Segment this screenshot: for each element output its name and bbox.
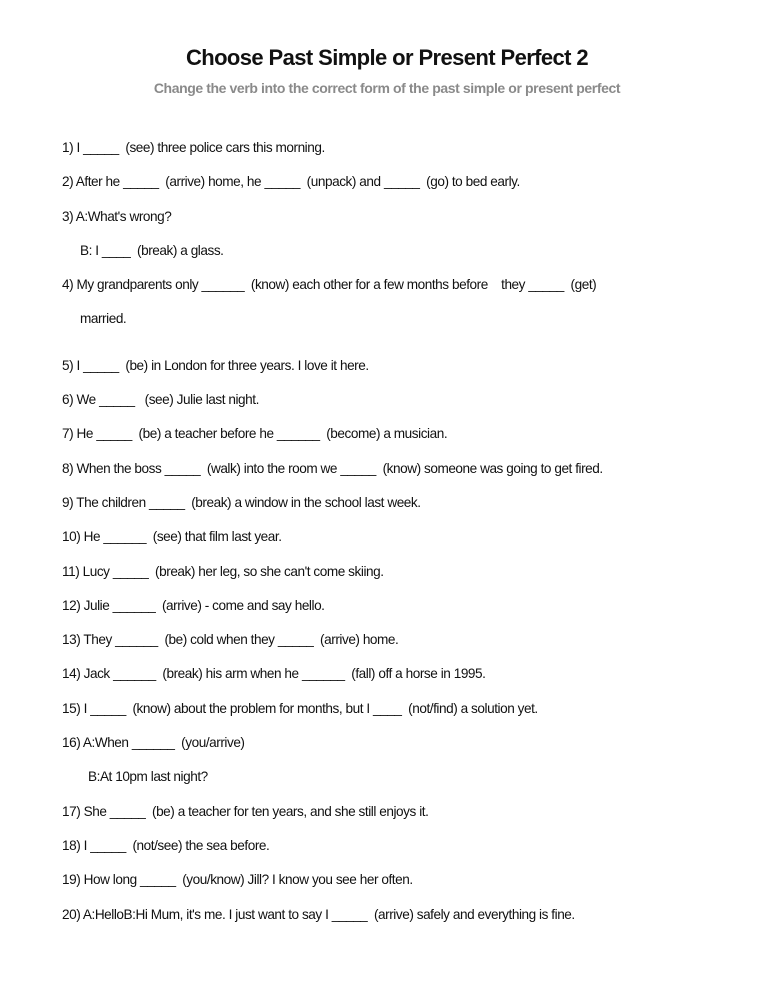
exercise-line: 12) Julie ______ (arrive) - come and say hello. — [62, 597, 325, 613]
exercise-line: 8) When the boss _____ (walk) into the room we _____ (know) someone was going to get fired. — [62, 460, 603, 476]
exercise-line: 1) I _____ (see) three police cars this morning. — [62, 140, 325, 155]
exercise-list — [62, 138, 762, 939]
exercise-line: married. — [80, 311, 127, 327]
exercise-line: 19) How long _____ (you/know) Jill? I know you see her often. — [62, 872, 413, 888]
exercise-line: 7) He _____ (be) a teacher before he ______ (become) a musician. — [62, 426, 448, 442]
exercise-line: B:At 10pm last night? — [88, 769, 208, 785]
exercise-line: 2) After he _____ (arrive) home, he _____ (unpack) and _____ (go) to bed early. — [62, 174, 520, 190]
exercise-line: 13) They ______ (be) cold when they _____ (arrive) home. — [62, 632, 399, 648]
exercise-line: 15) I _____ (know) about the problem for months, but I ____ (not/find) a solution yet. — [62, 700, 538, 716]
exercise-line: 10) He ______ (see) that film last year. — [62, 529, 282, 545]
exercise-line: 11) Lucy _____ (break) her leg, so she can't come skiing. — [62, 563, 384, 579]
exercise-line: 3) A:What's wrong? — [62, 208, 172, 224]
exercise-line: 9) The children _____ (break) a window in the school last week. — [62, 494, 421, 510]
exercise-line: 4) My grandparents only ______ (know) each other for a few months before they _____ (get) — [62, 277, 597, 293]
exercise-line: 18) I _____ (not/see) the sea before. — [62, 837, 270, 853]
page-title: Choose Past Simple or Present Perfect 2 — [185, 45, 589, 70]
exercise-line: 16) A:When ______ (you/arrive) — [62, 735, 245, 751]
exercise-line: 17) She _____ (be) a teacher for ten years, and she still enjoys it. — [62, 803, 429, 819]
exercise-line: 5) I _____ (be) in London for three years. I love it here. — [62, 357, 369, 373]
exercise-line: 20) A:HelloB:Hi Mum, it's me. I just want to say I _____ (arrive) safely and everything is fine. — [62, 906, 575, 922]
page-subtitle: Change the verb into the correct form of the past simple or present perfect — [153, 80, 621, 96]
exercise-line: 6) We _____ (see) Julie last night. — [62, 392, 259, 408]
exercise-line: 14) Jack ______ (break) his arm when he ______ (fall) off a horse in 1995. — [62, 666, 486, 682]
exercise-line: B: I ____ (break) a glass. — [80, 242, 224, 258]
